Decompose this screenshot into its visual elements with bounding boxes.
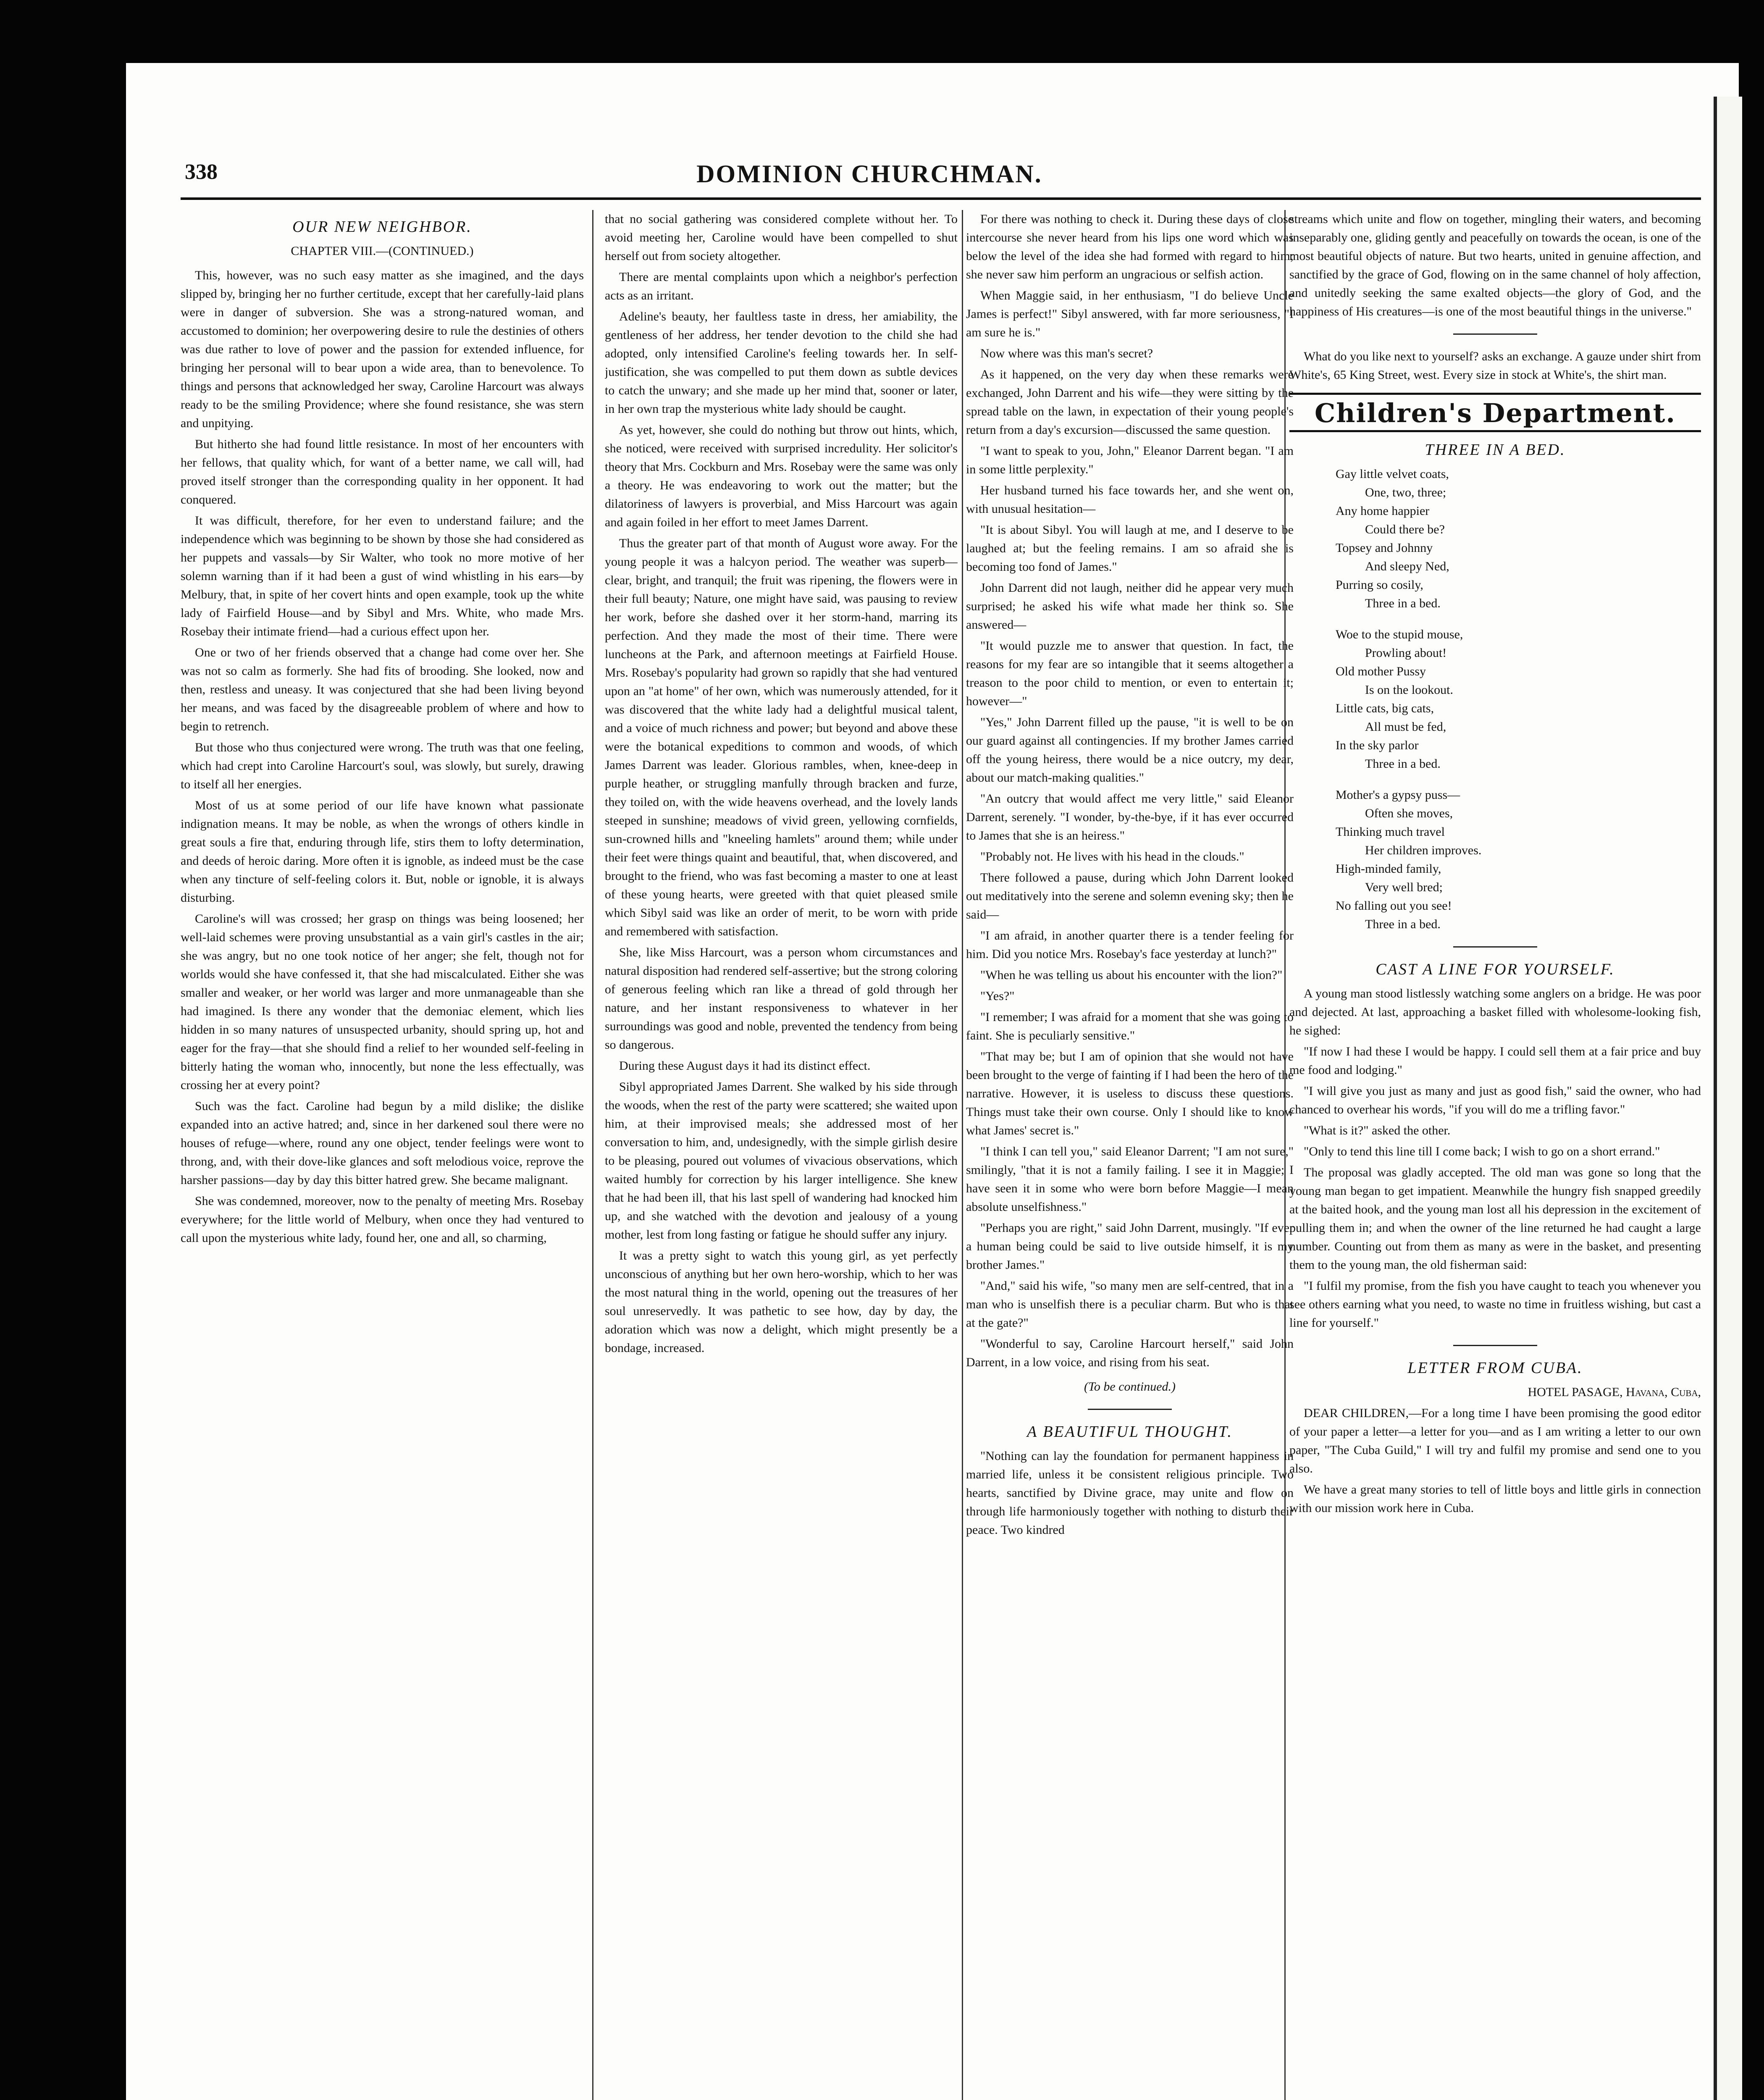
paragraph: Adeline's beauty, her faultless taste in dress, her amiability, the gentleness of her address, her tender devotion to the child she had adopted, only intensified Caroline's feeling towards her. In self-justification, she was compelled to put them down as subtle devices to catch the unwary; and she made up her mind that, sooner or later, in her own trap the mysterious white lady should be caught. bbox=[605, 310, 958, 416]
poem-stanza bbox=[1336, 465, 1701, 613]
paragraph: "That may be; but I am of opinion that she would not have been brought to the verge of fainting if I had been the hero of the narrative. However, it is useless to discuss these questions. Things must take their own course. Only I should like to know what James' secret is." bbox=[966, 1050, 1294, 1137]
paragraph: Caroline's will was crossed; her grasp on things was being loosened; her well-laid schemes were proving unsubstantial as a vain girl's castles in the air; she was angry, but no one took notice of her anger; she felt, though not for worlds would she have confessed it, that she had miscalculated. Either she was smaller and weaker, or her world was larger and more unmanageable than she had imagined. Is there any wonder that the demoniac element, which lies hidden in so many natures of unsuspected urbanity, should spring up, hot and eager for the fray—that she should find a relief to her wounded self-feeling in bitterly hating the woman who, innocently, but none the less effectually, was crossing her at every point? bbox=[181, 912, 584, 1092]
poem-line: Often she moves, bbox=[1365, 806, 1453, 820]
paragraph: "If now I had these I would be happy. I could sell them at a fair price and buy me food and lodging." bbox=[1289, 1045, 1701, 1077]
paragraph: Such was the fact. Caroline had begun by a mild dislike; the dislike expanded into an active hatred; and, since in her darkened soul there were no houses of refuge—where, round any one object, tender feelings were wont to throng, and, with their dove-like glances and soft melodious voice, reprove the harsher passions—day by day this bitter hatred grew. She became malignant. bbox=[181, 1099, 584, 1187]
article-title: LETTER FROM CUBA. bbox=[1407, 1359, 1583, 1377]
paragraph: "Probably not. He lives with his head in the clouds." bbox=[980, 850, 1244, 864]
poem-line: Her children improves. bbox=[1365, 843, 1482, 857]
poem-line: Old mother Pussy bbox=[1336, 664, 1426, 678]
section-rule bbox=[1088, 1409, 1172, 1410]
paragraph: A young man stood listlessly watching some anglers on a bridge. He was poor and dejected. At last, approaching a basket filled with wholesome-looking fish, he sighed: bbox=[1289, 987, 1701, 1037]
section-rule bbox=[1453, 1345, 1537, 1346]
paragraph: It was difficult, therefore, for her even to understand failure; and the independence which was beginning to be shown by those she had considered as her puppets and vassals—by Sir Walter, who took no more motive of her solemn warning than if it had been a gust of wind whistling in his ears—by Melbury, that, in spite of her covert hints and open example, took up the white lady of Fairfield House—and by Sibyl and Mrs. White, who made Mrs. Rosebay their intimate friend—had a curious effect upon her. bbox=[181, 514, 584, 638]
paragraph: "I want to speak to you, John," Eleanor Darrent began. "I am in some little perplexity." bbox=[966, 444, 1294, 476]
running-head: DOMINION CHURCHMAN. bbox=[696, 160, 1042, 188]
paragraph: "I think I can tell you," said Eleanor Darrent; "I am not sure," smilingly, "that it is not a family failing. I see it in Maggie; I have seen it in some who were born before Maggie—I mean absolute unselfishness." bbox=[966, 1144, 1294, 1214]
column-3 bbox=[966, 210, 1294, 2100]
poem-line: And sleepy Ned, bbox=[1365, 559, 1449, 573]
paragraph: John Darrent did not laugh, neither did he appear very much surprised; he asked his wife what made her think so. She answered— bbox=[966, 581, 1294, 632]
poem-line: Gay little velvet coats, bbox=[1336, 467, 1449, 481]
poem-line: Purring so cosily, bbox=[1336, 578, 1423, 592]
paragraph: This, however, was no such easy matter as she imagined, and the days slipped by, bringing her no further certitude, except that her carefully-laid plans were in danger of subversion. She was a strong-natured woman, and accustomed to dominion; her overpowering desire to rule the destinies of others was due rather to love of power and the passion for extended influence, for bringing her personal will to bear upon a wide area, than to benevolence. To things and persons that acknowledged her sway, Caroline Harcourt was always ready to be the smiling Providence; where she found resistance, she was stern and unpitying. bbox=[181, 268, 584, 430]
letter-dateline: HOTEL PASAGE, Havana, Cuba, bbox=[1528, 1385, 1701, 1399]
advertisement: What do you like next to yourself? asks an exchange. A gauze under shirt from White's, 65 King Street, west. Every size in stock at White's, the shirt man. bbox=[1289, 349, 1701, 382]
chapter-heading: CHAPTER VIII.—(CONTINUED.) bbox=[291, 244, 474, 258]
header-rule bbox=[181, 197, 1701, 200]
poem-line: In the sky parlor bbox=[1336, 738, 1419, 752]
poem-line: Woe to the stupid mouse, bbox=[1336, 627, 1463, 641]
poem-line: Three in a bed. bbox=[1365, 917, 1441, 931]
paragraph: There followed a pause, during which John Darrent looked out meditatively into the serene and solemn evening sky; then he said— bbox=[966, 871, 1294, 921]
poem-line: Very well bred; bbox=[1365, 880, 1443, 894]
paragraph: She, like Miss Harcourt, was a person whom circumstances and natural disposition had rendered self-assertive; but the strong coloring of generous feeling which ran like a thread of gold through her nature, and her instant responsiveness to whatever in her surroundings was good and noble, prevented the tendency from being so dangerous. bbox=[605, 945, 958, 1052]
poem-stanza bbox=[1336, 786, 1701, 934]
paragraph: streams which unite and flow on together, mingling their waters, and becoming inseparably one, gliding gently and peacefully on towards the ocean, is one of the most beautiful objects of nature. But two hearts, united in genuine affection, and sanctified by the grace of God, flowing on in the same channel of holy affection, and unitedly seeking the same exalted objects—the glory of God, and the happiness of His creatures—is one of the most beautiful things in the universe." bbox=[1289, 212, 1701, 318]
paragraph: But hitherto she had found little resistance. In most of her encounters with her fellows, that quality which, for want of a better name, we call will, had proved itself stronger than the corresponding quality in her opponent. It had conquered. bbox=[181, 437, 584, 507]
paragraph: It was a pretty sight to watch this young girl, as yet perfectly unconscious of anything but her own hero-worship, which to her was the most natural thing in the world, opening out the treasures of her soul unreservedly. It was pathetic to see how, day by day, the adoration which was now a delight, which might presently be a bondage, increased. bbox=[605, 1249, 958, 1355]
section-banner: Children's Department. bbox=[1289, 393, 1701, 432]
article-title: OUR NEW NEIGHBOR. bbox=[292, 218, 472, 236]
column-2 bbox=[605, 210, 958, 2100]
paragraph: "Wonderful to say, Caroline Harcourt herself," said John Darrent, in a low voice, and rising from his seat. bbox=[966, 1337, 1294, 1369]
poem-line: Prowling about! bbox=[1365, 646, 1447, 660]
article-title: CAST A LINE FOR YOURSELF. bbox=[1376, 961, 1615, 978]
paragraph: "Only to tend this line till I come back; I wish to go on a short errand." bbox=[1304, 1144, 1660, 1158]
section-rule bbox=[1453, 333, 1537, 335]
paragraph: "Yes," John Darrent filled up the pause, "it is well to be on our guard against all contingencies. If my brother James carried off the young heiress, there would be a nice outcry, my dear, about our match-making qualities." bbox=[966, 715, 1294, 785]
paragraph: "When he was telling us about his encounter with the lion?" bbox=[980, 968, 1283, 982]
article-title: A BEAUTIFUL THOUGHT. bbox=[1027, 1423, 1233, 1441]
scan-border-left bbox=[0, 0, 126, 2100]
paragraph: "I am afraid, in another quarter there is a tender feeling for him. Did you notice Mrs. Rosebay's face yesterday at lunch?" bbox=[966, 929, 1294, 961]
poem-line: Three in a bed. bbox=[1365, 757, 1441, 771]
poem-line: Little cats, big cats, bbox=[1336, 701, 1434, 715]
paragraph: When Maggie said, in her enthusiasm, "I do believe Uncle James is perfect!" Sibyl answered, with far more seriousness, "I am sure he is." bbox=[966, 289, 1294, 339]
poem-line: Topsey and Johnny bbox=[1336, 541, 1433, 555]
paragraph: "Yes?" bbox=[980, 989, 1015, 1003]
poem-line: Mother's a gypsy puss— bbox=[1336, 788, 1460, 802]
column-1 bbox=[181, 210, 584, 2100]
paragraph: "I fulfil my promise, from the fish you have caught to teach you whenever you see others earning what you need, to waste no time in fruitless wishing, but cast a line for yourself." bbox=[1289, 1279, 1701, 1330]
paragraph: "It would puzzle me to answer that question. In fact, the reasons for my fear are so intangible that it seems altogether a treason to the poor child to mention, or even to entertain it; however—" bbox=[966, 639, 1294, 708]
paragraph: "I will give you just as many and just as good fish," said the owner, who had chanced to overhear his words, "if you will do me a trifling favor." bbox=[1289, 1084, 1701, 1116]
poem-line: Any home happier bbox=[1336, 504, 1430, 518]
paragraph: "And," said his wife, "so many men are self-centred, that in a man who is unselfish there is a peculiar charm. But who is that at the gate?" bbox=[966, 1279, 1294, 1330]
column-4 bbox=[1289, 210, 1701, 2100]
paragraph: DEAR CHILDREN,—For a long time I have been promising the good editor of your paper a letter—a letter for you—and as I am writing a letter to our own paper, "The Cuba Guild," I will try and fulfil my promise and send one to you also. bbox=[1289, 1406, 1701, 1475]
paragraph: "Nothing can lay the foundation for permanent happiness in married life, unless it be consistent religious principle. Two hearts, sanctified by Divine grace, may unite and flow on through life harmoniously together with nothing to disturb their peace. Two kindred bbox=[966, 1449, 1294, 1537]
poem-line: All must be fed, bbox=[1365, 720, 1446, 734]
column-divider bbox=[962, 210, 963, 2100]
poem-line: One, two, three; bbox=[1365, 486, 1446, 499]
paragraph: Now where was this man's secret? bbox=[980, 346, 1153, 360]
poem-line: Is on the lookout. bbox=[1365, 683, 1453, 697]
paragraph: "I remember; I was afraid for a moment that she was going to faint. She is peculiarly sensitive." bbox=[966, 1010, 1294, 1042]
poem-line: Could there be? bbox=[1365, 522, 1445, 536]
scan-border-top bbox=[0, 0, 1764, 63]
paragraph: "It is about Sibyl. You will laugh at me, and I deserve to be laughed at; but the feeling remains. I am so afraid she is becoming too fond of James." bbox=[966, 523, 1294, 574]
paragraph: One or two of her friends observed that a change had come over her. She was not so calm as formerly. She had fits of brooding. She looked, now and then, restless and uneasy. It was conjectured that she had been living beyond her means, and was faced by the disagreeable problem of where and how to begin to retrench. bbox=[181, 646, 584, 733]
paragraph: As it happened, on the very day when these remarks were exchanged, John Darrent and his wife—they were sitting by the spread table on the lawn, in expectation of their young people's return from a day's excursion—discussed the same question. bbox=[966, 368, 1294, 437]
paragraph: She was condemned, moreover, now to the penalty of meeting Mrs. Rosebay everywhere; for the little world of Melbury, when once they had ventured to call upon the mysterious white lady, found her, one and all, so charming, bbox=[181, 1194, 584, 1245]
paragraph: For there was nothing to check it. During these days of close intercourse she never heard from his lips one word which was below the level of the idea she had formed with regard to him; she never saw him perform an ungracious or selfish action. bbox=[966, 212, 1294, 281]
paragraph: that no social gathering was considered complete without her. To avoid meeting her, Caroline would have been compelled to shut herself out from society altogether. bbox=[605, 212, 958, 263]
paragraph: During these August days it had its distinct effect. bbox=[619, 1059, 871, 1073]
paragraph: We have a great many stories to tell of little boys and little girls in connection with our mission work here in Cuba. bbox=[1289, 1483, 1701, 1515]
section-rule bbox=[1453, 946, 1537, 948]
poem-line: High-minded family, bbox=[1336, 862, 1441, 876]
paragraph: Most of us at some period of our life have known what passionate indignation means. It may be noble, as when the wrongs of others kindle in great souls a fire that, enduring through life, stirs them to lofty determination, and deeds of heroic daring. More often it is ignoble, as indeed must be the case when any tincture of self-feeling colors it. But, noble or ignoble, it is always disturbing. bbox=[181, 798, 584, 905]
poem-line: Thinking much travel bbox=[1336, 825, 1445, 839]
paragraph: As yet, however, she could do nothing but throw out hints, which, she noticed, were received with surprised incredulity. Her solicitor's theory that Mrs. Cockburn and Mrs. Rosebay were the same was only a theory. He was endeavoring to work out the matter; but the dilatoriness of lawyers is proverbial, and Miss Harcourt was again and again foiled in her effort to meet James Darrent. bbox=[605, 423, 958, 529]
poem-line: No falling out you see! bbox=[1336, 899, 1452, 913]
paragraph: "Perhaps you are right," said John Darrent, musingly. "If ever a human being could be said to live outside himself, it is my brother James." bbox=[966, 1221, 1294, 1272]
paragraph: "What is it?" asked the other. bbox=[1304, 1124, 1451, 1137]
paragraph: Her husband turned his face towards her, and she went on, with unusual hesitation— bbox=[966, 483, 1294, 516]
paragraph: But those who thus conjectured were wrong. The truth was that one feeling, which had crept into Caroline Harcourt's soul, was slowly, but surely, drawing to itself all her energies. bbox=[181, 740, 584, 791]
poem-stanza bbox=[1336, 625, 1701, 773]
to-be-continued: (To be continued.) bbox=[1084, 1380, 1176, 1394]
poem-title: THREE IN A BED. bbox=[1425, 441, 1566, 459]
paragraph: Thus the greater part of that month of August wore away. For the young people it was a halcyon period. The weather was superb—clear, bright, and tranquil; the fruit was ripening, the flowers were in their full beauty; Nature, one might have said, was pausing to review her work, before she dashed over it her storm-hand, marring its perfection. And they made the most of their time. There were luncheons at the Park, and afternoon meetings at Fairfield House. Mrs. Rosebay's popularity had grown so rapidly that she had ventured upon an "at home" of her own, which was numerously attended, for it was discovered that the white lady had a delightful musical talent, and a voice of much richness and power; but beyond and above these were the botanical expeditions to common and woods, of which James Darrent was leader. Glorious rambles, when, knee-deep in purple heather, or struggling manfully through bracken and furze, they toiled on, with the wide heavens overhead, and the lovely lands steeped in sunshine; meadows of vivid green, yellowing cornfields, sun-crowned hills and "kneeling hamlets" around them; while under their feet were things quaint and beautiful, that, when discovered, and brought to the friend, who was fast becoming a master to one at least of these young hearts, were greeted with that quiet pleased smile which Sibyl said was like an order of merit, to be worn with pride and remembered with satisfaction. bbox=[605, 536, 958, 938]
column-divider bbox=[592, 210, 593, 2100]
paragraph: The proposal was gladly accepted. The old man was gone so long that the young man began to get impatient. Meanwhile the hungry fish snapped greedily at the baited hook, and the young man lost all his depression in the excitement of pulling them in; and when the owner of the line returned he had caught a large number. Counting out from them as many as were in the basket, and presenting them to the young man, the old fisherman said: bbox=[1289, 1166, 1701, 1272]
paragraph: "An outcry that would affect me very little," said Eleanor Darrent, serenely. "I wonder, by-the-bye, if it has ever occurred to James that she is an heiress." bbox=[966, 792, 1294, 843]
adjacent-page-strip bbox=[1714, 97, 1742, 2100]
poem-line: Three in a bed. bbox=[1365, 596, 1441, 610]
paragraph: Sibyl appropriated James Darrent. She walked by his side through the woods, when the rest of the party were scattered; she waited upon him, at their improvised meals; she addressed most of her conversation to him, and, undesignedly, with the simple girlish desire to be pleasing, poured out volumes of vivacious observations, which waited humbly for correction by his larger intelligence. She knew that he had been ill, that his last spell of wandering had knocked him up, and she watched with the devotion and jealousy of a young mother, lest from long fasting or fatigue he should suffer any injury. bbox=[605, 1080, 958, 1242]
page-number: 338 bbox=[185, 160, 218, 184]
paragraph: There are mental complaints upon which a neighbor's perfection acts as an irritant. bbox=[605, 270, 958, 302]
scan-border-right bbox=[1739, 0, 1764, 2100]
